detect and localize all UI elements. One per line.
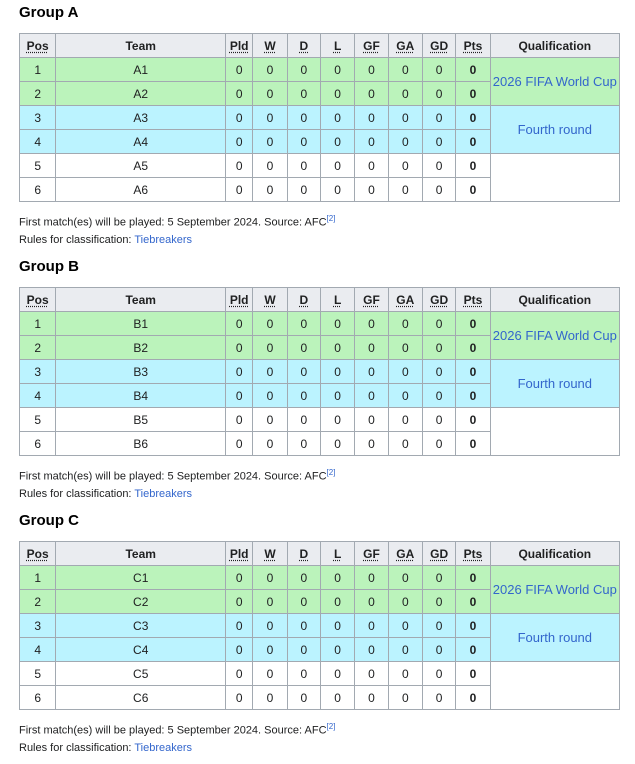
stat-cell-w: 0	[253, 662, 287, 686]
column-header-gf[interactable]: GF	[355, 542, 388, 566]
stat-cell-d: 0	[287, 154, 320, 178]
stat-cell-l: 0	[320, 82, 354, 106]
stat-cell-w: 0	[253, 590, 287, 614]
position-cell: 4	[20, 638, 56, 662]
stat-cell-d: 0	[287, 130, 320, 154]
position-cell: 6	[20, 178, 56, 202]
match-note	[19, 210, 335, 232]
stat-cell-w: 0	[253, 408, 287, 432]
stat-cell-l: 0	[320, 384, 354, 408]
stat-cell-ga: 0	[388, 614, 422, 638]
points-cell: 0	[456, 432, 490, 456]
header-row	[20, 34, 620, 58]
stat-cell-gd: 0	[422, 638, 455, 662]
team-cell: C6	[56, 686, 226, 710]
points-cell: 0	[456, 130, 490, 154]
stat-cell-d: 0	[287, 312, 320, 336]
stat-cell-d: 0	[287, 360, 320, 384]
stat-cell-l: 0	[320, 130, 354, 154]
stat-cell-w: 0	[253, 154, 287, 178]
position-cell: 4	[20, 384, 56, 408]
qualification-empty-cell	[490, 154, 619, 202]
tiebreakers-link[interactable]: Tiebreakers	[134, 487, 193, 500]
stat-cell-gf: 0	[355, 312, 388, 336]
group-title: Group B	[19, 258, 79, 275]
stat-cell-w: 0	[253, 686, 287, 710]
column-header-pld[interactable]: Pld	[226, 288, 253, 312]
stat-cell-pld: 0	[226, 686, 253, 710]
stat-cell-d: 0	[287, 336, 320, 360]
position-cell: 3	[20, 614, 56, 638]
column-header-ga[interactable]: GA	[388, 288, 422, 312]
stat-cell-ga: 0	[388, 686, 422, 710]
points-cell: 0	[456, 614, 490, 638]
column-header-ga[interactable]: GA	[388, 34, 422, 58]
stat-cell-w: 0	[253, 312, 287, 336]
stat-cell-l: 0	[320, 566, 354, 590]
match-note-text: First match(es) will be played: 5 September 2024. Source: AFC	[19, 216, 327, 229]
stat-cell-d: 0	[287, 566, 320, 590]
rules-note	[19, 232, 335, 249]
stat-cell-ga: 0	[388, 312, 422, 336]
column-header-team: Team	[56, 288, 226, 312]
table-row	[20, 312, 620, 336]
stat-cell-l: 0	[320, 408, 354, 432]
table-row	[20, 360, 620, 384]
rules-label: Rules for classification:	[19, 741, 135, 754]
column-header-team: Team	[56, 34, 226, 58]
stat-cell-l: 0	[320, 638, 354, 662]
column-header-ga[interactable]: GA	[388, 542, 422, 566]
position-cell: 2	[20, 82, 56, 106]
team-cell: C4	[56, 638, 226, 662]
stat-cell-gd: 0	[422, 662, 455, 686]
stat-cell-gf: 0	[355, 408, 388, 432]
stat-cell-d: 0	[287, 432, 320, 456]
stat-cell-gd: 0	[422, 590, 455, 614]
stat-cell-w: 0	[253, 360, 287, 384]
stat-cell-w: 0	[253, 614, 287, 638]
standings-table	[19, 541, 620, 710]
stat-cell-gf: 0	[355, 178, 388, 202]
stat-cell-ga: 0	[388, 178, 422, 202]
column-header-gf[interactable]: GF	[355, 34, 388, 58]
position-cell: 3	[20, 360, 56, 384]
column-header-qualification: Qualification	[490, 542, 619, 566]
points-cell: 0	[456, 154, 490, 178]
stat-cell-ga: 0	[388, 566, 422, 590]
stat-cell-ga: 0	[388, 82, 422, 106]
stat-cell-w: 0	[253, 384, 287, 408]
stat-cell-pld: 0	[226, 154, 253, 178]
stat-cell-d: 0	[287, 408, 320, 432]
rules-label: Rules for classification:	[19, 233, 135, 246]
table-row	[20, 58, 620, 82]
points-cell: 0	[456, 662, 490, 686]
stat-cell-pld: 0	[226, 614, 253, 638]
stat-cell-l: 0	[320, 614, 354, 638]
table-row	[20, 662, 620, 686]
stat-cell-ga: 0	[388, 58, 422, 82]
stat-cell-w: 0	[253, 638, 287, 662]
stat-cell-gf: 0	[355, 58, 388, 82]
team-cell: B3	[56, 360, 226, 384]
stat-cell-gd: 0	[422, 154, 455, 178]
team-cell: A3	[56, 106, 226, 130]
stat-cell-gf: 0	[355, 686, 388, 710]
reference-link[interactable]: [2]	[326, 722, 336, 731]
stat-cell-gd: 0	[422, 432, 455, 456]
stat-cell-l: 0	[320, 662, 354, 686]
stat-cell-ga: 0	[388, 130, 422, 154]
stat-cell-gf: 0	[355, 360, 388, 384]
table-row	[20, 408, 620, 432]
points-cell: 0	[456, 384, 490, 408]
table-row	[20, 614, 620, 638]
stat-cell-l: 0	[320, 590, 354, 614]
tiebreakers-link[interactable]: Tiebreakers	[134, 233, 193, 246]
stat-cell-l: 0	[320, 360, 354, 384]
table-row	[20, 106, 620, 130]
stat-cell-l: 0	[320, 686, 354, 710]
stat-cell-w: 0	[253, 58, 287, 82]
stat-cell-gd: 0	[422, 312, 455, 336]
stat-cell-gd: 0	[422, 58, 455, 82]
column-header-pts[interactable]: Pts	[456, 542, 490, 566]
points-cell: 0	[456, 106, 490, 130]
stat-cell-gf: 0	[355, 614, 388, 638]
stat-cell-gf: 0	[355, 384, 388, 408]
stat-cell-ga: 0	[388, 408, 422, 432]
stat-cell-d: 0	[287, 686, 320, 710]
column-header-pts[interactable]: Pts	[456, 288, 490, 312]
column-header-w[interactable]: W	[253, 542, 287, 566]
column-header-w[interactable]: W	[253, 34, 287, 58]
column-header-d[interactable]: D	[287, 288, 320, 312]
stat-cell-gf: 0	[355, 130, 388, 154]
stat-cell-gf: 0	[355, 82, 388, 106]
points-cell: 0	[456, 336, 490, 360]
stat-cell-w: 0	[253, 106, 287, 130]
column-header-gf[interactable]: GF	[355, 288, 388, 312]
stat-cell-ga: 0	[388, 336, 422, 360]
stat-cell-w: 0	[253, 566, 287, 590]
stat-cell-gf: 0	[355, 336, 388, 360]
stat-cell-pld: 0	[226, 384, 253, 408]
stat-cell-gf: 0	[355, 566, 388, 590]
points-cell: 0	[456, 638, 490, 662]
standings-table	[19, 33, 620, 202]
column-header-pts[interactable]: Pts	[456, 34, 490, 58]
position-cell: 6	[20, 686, 56, 710]
stat-cell-l: 0	[320, 432, 354, 456]
stat-cell-d: 0	[287, 384, 320, 408]
group-title: Group C	[19, 512, 79, 529]
position-cell: 5	[20, 154, 56, 178]
stat-cell-gd: 0	[422, 566, 455, 590]
stat-cell-gd: 0	[422, 336, 455, 360]
stat-cell-d: 0	[287, 178, 320, 202]
points-cell: 0	[456, 566, 490, 590]
team-cell: B2	[56, 336, 226, 360]
column-header-gd[interactable]: GD	[422, 542, 455, 566]
rules-label: Rules for classification:	[19, 487, 135, 500]
column-header-qualification: Qualification	[490, 34, 619, 58]
position-cell: 2	[20, 590, 56, 614]
header-row	[20, 542, 620, 566]
table-notes	[19, 210, 335, 249]
stat-cell-w: 0	[253, 432, 287, 456]
stat-cell-pld: 0	[226, 130, 253, 154]
team-cell: C1	[56, 566, 226, 590]
stat-cell-gd: 0	[422, 106, 455, 130]
position-cell: 5	[20, 662, 56, 686]
standings-table	[19, 287, 620, 456]
stat-cell-ga: 0	[388, 384, 422, 408]
stat-cell-pld: 0	[226, 360, 253, 384]
stat-cell-d: 0	[287, 590, 320, 614]
rules-note	[19, 486, 335, 503]
team-cell: A5	[56, 154, 226, 178]
stat-cell-ga: 0	[388, 432, 422, 456]
stat-cell-ga: 0	[388, 662, 422, 686]
stat-cell-gf: 0	[355, 432, 388, 456]
qualification-world-cup-link[interactable]: 2026 FIFA World Cup	[490, 58, 619, 106]
team-cell: A6	[56, 178, 226, 202]
stat-cell-pld: 0	[226, 590, 253, 614]
qualification-empty-cell	[490, 408, 619, 456]
stat-cell-d: 0	[287, 638, 320, 662]
stat-cell-gf: 0	[355, 638, 388, 662]
points-cell: 0	[456, 408, 490, 432]
column-header-pos[interactable]: Pos	[20, 34, 56, 58]
qualification-empty-cell	[490, 662, 619, 710]
stat-cell-w: 0	[253, 82, 287, 106]
stat-cell-pld: 0	[226, 178, 253, 202]
stat-cell-gd: 0	[422, 408, 455, 432]
points-cell: 0	[456, 82, 490, 106]
stat-cell-pld: 0	[226, 432, 253, 456]
qualification-fourth-round-link[interactable]: Fourth round	[490, 360, 619, 408]
stat-cell-ga: 0	[388, 106, 422, 130]
stat-cell-gd: 0	[422, 82, 455, 106]
team-cell: C2	[56, 590, 226, 614]
stat-cell-gf: 0	[355, 590, 388, 614]
position-cell: 1	[20, 58, 56, 82]
stat-cell-gd: 0	[422, 178, 455, 202]
stat-cell-pld: 0	[226, 82, 253, 106]
match-note-text: First match(es) will be played: 5 September 2024. Source: AFC	[19, 470, 327, 483]
reference-link[interactable]: [2]	[326, 468, 336, 477]
stat-cell-w: 0	[253, 178, 287, 202]
stat-cell-gf: 0	[355, 106, 388, 130]
points-cell: 0	[456, 178, 490, 202]
stat-cell-d: 0	[287, 662, 320, 686]
points-cell: 0	[456, 312, 490, 336]
stat-cell-ga: 0	[388, 154, 422, 178]
stat-cell-d: 0	[287, 58, 320, 82]
stat-cell-gd: 0	[422, 130, 455, 154]
table-row	[20, 566, 620, 590]
column-header-d[interactable]: D	[287, 542, 320, 566]
points-cell: 0	[456, 58, 490, 82]
header-row	[20, 288, 620, 312]
stat-cell-pld: 0	[226, 662, 253, 686]
rules-note	[19, 740, 335, 757]
stat-cell-pld: 0	[226, 638, 253, 662]
stat-cell-w: 0	[253, 336, 287, 360]
table-notes	[19, 718, 335, 757]
table-notes	[19, 464, 335, 503]
stat-cell-l: 0	[320, 154, 354, 178]
column-header-team: Team	[56, 542, 226, 566]
qualification-fourth-round-link[interactable]: Fourth round	[490, 106, 619, 154]
column-header-pos[interactable]: Pos	[20, 288, 56, 312]
position-cell: 1	[20, 566, 56, 590]
stat-cell-l: 0	[320, 106, 354, 130]
stat-cell-gd: 0	[422, 360, 455, 384]
column-header-pos[interactable]: Pos	[20, 542, 56, 566]
tiebreakers-link[interactable]: Tiebreakers	[134, 741, 193, 754]
column-header-l[interactable]: L	[320, 288, 354, 312]
stat-cell-ga: 0	[388, 590, 422, 614]
points-cell: 0	[456, 360, 490, 384]
stat-cell-pld: 0	[226, 566, 253, 590]
column-header-pld[interactable]: Pld	[226, 542, 253, 566]
team-cell: C5	[56, 662, 226, 686]
column-header-d[interactable]: D	[287, 34, 320, 58]
team-cell: B4	[56, 384, 226, 408]
table-row	[20, 154, 620, 178]
stat-cell-ga: 0	[388, 360, 422, 384]
position-cell: 4	[20, 130, 56, 154]
team-cell: C3	[56, 614, 226, 638]
stat-cell-d: 0	[287, 82, 320, 106]
position-cell: 2	[20, 336, 56, 360]
stat-cell-pld: 0	[226, 336, 253, 360]
qualification-fourth-round-link[interactable]: Fourth round	[490, 614, 619, 662]
stat-cell-gd: 0	[422, 686, 455, 710]
stat-cell-ga: 0	[388, 638, 422, 662]
reference-link[interactable]: [2]	[326, 214, 336, 223]
position-cell: 5	[20, 408, 56, 432]
match-note	[19, 718, 335, 740]
group-title: Group A	[19, 4, 79, 21]
position-cell: 6	[20, 432, 56, 456]
column-header-pld[interactable]: Pld	[226, 34, 253, 58]
position-cell: 3	[20, 106, 56, 130]
column-header-w[interactable]: W	[253, 288, 287, 312]
stat-cell-l: 0	[320, 178, 354, 202]
column-header-l[interactable]: L	[320, 542, 354, 566]
team-cell: A2	[56, 82, 226, 106]
stat-cell-pld: 0	[226, 106, 253, 130]
stat-cell-d: 0	[287, 614, 320, 638]
stat-cell-pld: 0	[226, 408, 253, 432]
stat-cell-gd: 0	[422, 384, 455, 408]
qualification-world-cup-link[interactable]: 2026 FIFA World Cup	[490, 312, 619, 360]
stat-cell-l: 0	[320, 58, 354, 82]
stat-cell-l: 0	[320, 312, 354, 336]
match-note	[19, 464, 335, 486]
points-cell: 0	[456, 686, 490, 710]
points-cell: 0	[456, 590, 490, 614]
team-cell: B5	[56, 408, 226, 432]
qualification-world-cup-link[interactable]: 2026 FIFA World Cup	[490, 566, 619, 614]
stat-cell-gd: 0	[422, 614, 455, 638]
stat-cell-pld: 0	[226, 58, 253, 82]
stat-cell-pld: 0	[226, 312, 253, 336]
stat-cell-gf: 0	[355, 154, 388, 178]
team-cell: B1	[56, 312, 226, 336]
column-header-gd[interactable]: GD	[422, 34, 455, 58]
match-note-text: First match(es) will be played: 5 September 2024. Source: AFC	[19, 724, 327, 737]
team-cell: A1	[56, 58, 226, 82]
column-header-qualification: Qualification	[490, 288, 619, 312]
stat-cell-gf: 0	[355, 662, 388, 686]
stat-cell-l: 0	[320, 336, 354, 360]
column-header-l[interactable]: L	[320, 34, 354, 58]
column-header-gd[interactable]: GD	[422, 288, 455, 312]
team-cell: B6	[56, 432, 226, 456]
stat-cell-d: 0	[287, 106, 320, 130]
position-cell: 1	[20, 312, 56, 336]
team-cell: A4	[56, 130, 226, 154]
stat-cell-w: 0	[253, 130, 287, 154]
